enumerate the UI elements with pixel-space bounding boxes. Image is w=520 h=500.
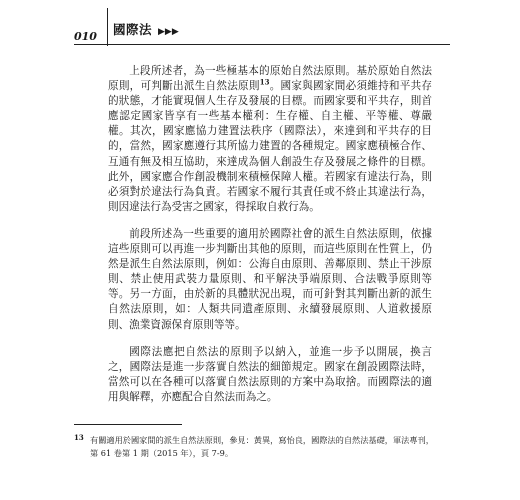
footnote-text: 有關適用於國家間的派生自然法原則，參見：黃異，寫怡良，國際法的自然法基礎，軍法專刊，第 61 卷第 1 期（2015 年），頁 7-9。	[90, 435, 434, 458]
paragraph-2: 前段所述為一些重要的適用於國際社會的派生自然法原則，依據這些原則可以再進一步判斷出其他的原則，而這些原則在性質上，仍然是派生自然法原則，例如：公海自由原則、善鄰原則、禁止干涉原則、禁止使用武裝力量原則、和平解決爭端原則、合法戰爭原則等等。另一方面，由於新的具體狀況出現，而可針對其判斷出新的派生自然法原則，如：人類共同遺產原則、永續發展原則、人道救援原則、漁業資源保育原則等等。	[108, 227, 432, 331]
running-title	[113, 20, 179, 38]
header-vertical-rule	[107, 8, 108, 46]
page-number: 010	[74, 30, 97, 43]
arrow-icon: ▶▶▶	[158, 27, 179, 37]
page-header	[0, 0, 520, 52]
header-horizontal-rule	[74, 44, 450, 45]
paragraph-1-part-a: 上段所述者，為一些極基本的原始自然法原則。基於原始自然法原則，可判斷出派生自然法原則	[108, 65, 432, 93]
running-title-text: 國際法	[113, 22, 153, 37]
footnote-marker: 13	[74, 433, 84, 442]
paragraph-3: 國際法應把自然法的原則予以納入，並進一步予以開展，換言之，國際法是進一步落實自然法的細節規定。國家在創設國際法時，當然可以在各種可以落實自然法原則的方案中為取捨。而國際法的適用與解釋，亦應配合自然法而為之。	[108, 345, 432, 403]
footnote-divider	[74, 424, 182, 425]
footnote	[74, 434, 434, 459]
paragraph-1	[108, 64, 432, 215]
body-text	[108, 64, 432, 417]
paragraph-1-part-b: 。國家與國家間必須維持和平共存的狀態，才能實現個人生存及發展的目標。而國家要和平共存，則首應認定國家皆享有一些基本權利：生存權、自主權、平等權、尊嚴權。其次，國家應協力建置法秩序（國際法），來達到和平共存的目的，當然，國家應遵行其所協力建置的各種規定。國家應積極合作、互通有無及相互協助，來達成為個人創設生存及發展之條件的目標。此外，國家應合作創設機制來積極保障人權。若國家有違法行為，則必須對於違法行為負責。若國家不履行其責任或不終止其違法行為，則因違法行為受害之國家，得採取自救行為。	[108, 80, 433, 213]
footnote-reference[interactable]: 13	[259, 77, 270, 87]
